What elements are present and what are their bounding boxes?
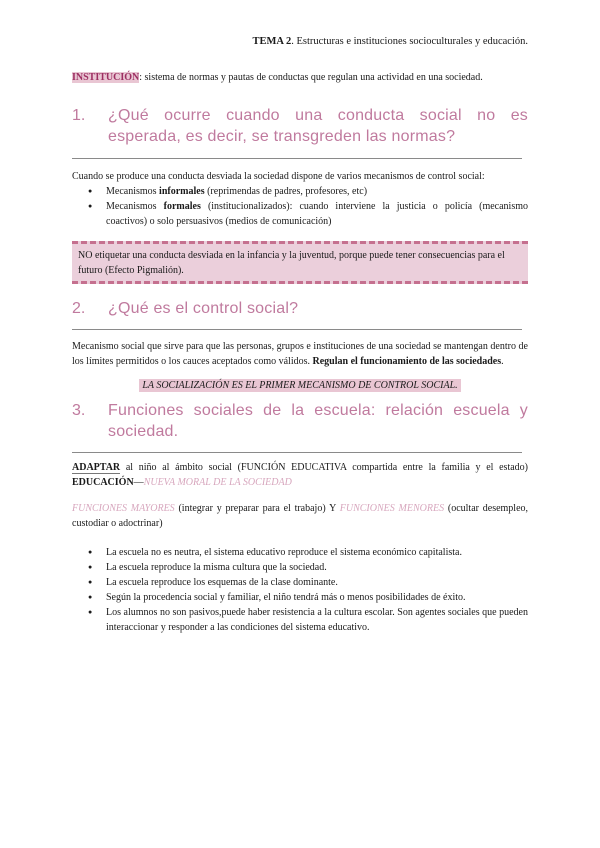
section-1-title: ¿Qué ocurre cuando una conducta social no es esperada, es decir, se transgreden las normas? — [108, 107, 528, 145]
funciones-paragraph: FUNCIONES MAYORES (integrar y preparar para el trabajo) Y FUNCIONES MENORES (ocultar desempleo, custodiar o adoctrinar) — [72, 503, 529, 529]
socializacion-highlight: LA SOCIALIZACIÓN ES EL PRIMER MECANISMO DE CONTROL SOCIAL. — [72, 380, 528, 391]
funciones-menores: FUNCIONES MENORES — [339, 503, 445, 514]
section-2-title: ¿Qué es el control social? — [108, 300, 299, 317]
list-item: ● Los alumnos no son pasivos,puede haber resistencia a la cultura escolar. Son agentes sociales que pueden interaccionar y responder a las condiciones del sistema educativo. — [72, 605, 528, 635]
callout-box: NO etiquetar una conducta desviada en la infancia y la juventud, porque puede tener consecuencias para el futuro (Efecto Pigmalión). — [72, 241, 528, 284]
header-subtitle: . Estructuras e instituciones socioculturales y educación. — [291, 36, 528, 47]
section-3-rule — [72, 452, 522, 453]
section-2-number: 2. — [72, 300, 86, 317]
funciones-mayores: FUNCIONES MAYORES — [72, 503, 175, 514]
adaptar-paragraph: ADAPTAR al niño al ámbito social (FUNCIÓN EDUCATIVA compartida entre la familia y el estado) EDUCACIÓN—NUEVA MORAL DE LA SOCIEDAD — [72, 462, 528, 488]
section-1-rule — [72, 158, 522, 159]
section-3-number: 3. — [72, 402, 86, 419]
section-1-bullets — [72, 184, 528, 229]
section-2-rule — [72, 329, 522, 330]
section-2-body: Mecanismo social que sirve para que las personas, grupos e instituciones de una sociedad se mantengan dentro de los límites permitidos o los cauces aceptados como válidos. Regulan el funcionamiento de las sociedades. — [72, 341, 528, 367]
list-item: ● La escuela reproduce la misma cultura que la sociedad. — [72, 560, 528, 575]
document-body — [72, 70, 528, 635]
nueva-moral: NUEVA MORAL DE LA SOCIEDAD — [143, 477, 292, 488]
section-2-bold: Regulan el funcionamiento de las sociedades — [312, 356, 502, 367]
list-item: ● La escuela no es neutra, el sistema educativo reproduce el sistema económico capitalista. — [72, 545, 528, 560]
list-item: ● La escuela reproduce los esquemas de la clase dominante. — [72, 575, 528, 590]
intro-definition — [72, 70, 528, 85]
section-3-title: Funciones sociales de la escuela: relación escuela y sociedad. — [108, 402, 528, 440]
intro-definition-text: : sistema de normas y pautas de conductas que regulan una actividad en una sociedad. — [139, 72, 483, 83]
section-1-heading — [72, 105, 528, 147]
header-tema: TEMA 2 — [252, 36, 292, 47]
section-1-intro: Cuando se produce una conducta desviada la sociedad dispone de varios mecanismos de control social: — [72, 171, 485, 182]
adaptar-term: ADAPTAR — [72, 462, 121, 473]
educacion-term: EDUCACIÓN — [72, 477, 134, 488]
list-item: ● Mecanismos informales (reprimendas de padres, profesores, etc) — [72, 184, 528, 199]
page-header — [252, 36, 528, 47]
list-item: ● Mecanismos formales (institucionalizados): cuando interviene la justicia o policía (mecanismo coactivos) o solo persuasivos (medios de comunicación) — [72, 199, 528, 229]
list-item: ● Según la procedencia social y familiar, el niño tendrá más o menos posibilidades de éxito. — [72, 590, 528, 605]
section-2-heading — [72, 298, 528, 319]
section-1-number: 1. — [72, 107, 86, 124]
section-3-heading — [72, 400, 528, 442]
section-3-bullets — [72, 545, 528, 635]
intro-term: INSTITUCIÓN — [72, 72, 140, 83]
